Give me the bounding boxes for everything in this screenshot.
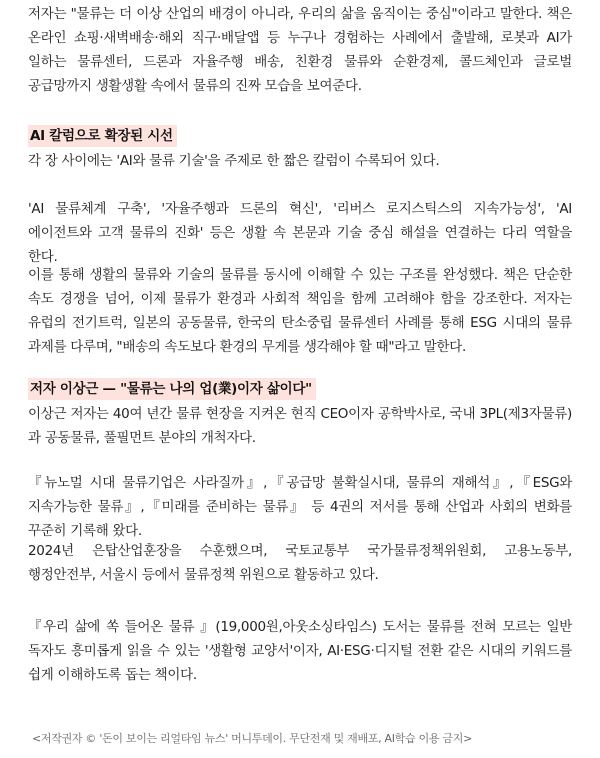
ai-column-intro-paragraph: 각 장 사이에는 'AI와 물류 기술'을 주제로 한 짧은 칼럼이 수록되어 있다. [28,153,440,169]
intro-paragraph: 저자는 "물류는 더 이상 산업의 배경이 아니라, 우리의 삶을 움직이는 중심"이라고 말한다. 책은 온라인 쇼핑·새벽배송·해외 직구·배달앱 등 누구나 경험하는 사례에서 출발해, 로봇과 AI가 일하는 물류센터, 드론과 자율주행 배송, 친환경 물류와 순환경제, 콜드체인과 글로벌 공급망까지 생활생활 속에서 물류의 진짜 모습을 보여준다. [28,6,572,94]
section-heading-author [28,378,572,400]
section-heading-ai-column [28,125,572,147]
section-heading-text: AI 칼럼으로 확장된 시선 [28,125,177,147]
author-books-paragraph: 『뉴노멀 시대 물류기업은 사라질까』,『공급망 불확실시대, 물류의 재해석』,『ESG와 지속가능한 물류』,『미래를 준비하는 물류』 등 4권의 저서를 통해 산업과 사회의 변화를 꾸준히 기록해 왔다. [28,475,572,539]
book-summary-paragraph: 『우리 삶에 쏙 들어온 물류 』(19,000원,아웃소싱타임스) 도서는 물류를 전혀 모르는 일반 독자도 흥미롭게 읽을 수 있는 '생활형 교양서'이자, AI·ESG·디지털 전환 같은 시대의 키워드를 쉽게 이해하도록 돕는 책이다. [28,619,572,683]
author-bio-paragraph: 이상근 저자는 40여 년간 물류 현장을 지켜온 현직 CEO이자 공학박사로, 국내 3PL(제3자물류)과 공동물류, 풀필먼트 분야의 개척자다. [28,406,572,446]
copyright-notice: <저작권자 © '돈이 보이는 리얼타임 뉴스' 머니투데이. 무단전재 및 재배포, AI학습 이용 금지> [32,732,472,745]
structure-paragraph: 이를 통해 생활의 물류와 기술의 물류를 동시에 이해할 수 있는 구조를 완성했다. 책은 단순한 속도 경쟁을 넘어, 이제 물류가 환경과 사회적 책임을 함께 고려해야 함을 강조한다. 저자는 유럽의 전기트럭, 일본의 공동물류, 한국의 탄소중립 물류센터 사례를 통해 ESG 시대의 물류 과제를 다루며, "배송의 속도보다 환경의 무게를 생각해야 할 때"라고 말한다. [28,267,572,355]
author-activities-paragraph: 2024년 은탑산업훈장을 수훈했으며, 국토교통부 국가물류정책위원회, 고용노동부, 행정안전부, 서울시 등에서 물류정책 위원으로 활동하고 있다. [28,543,572,583]
ai-column-topics-paragraph: 'AI 물류체계 구축', '자율주행과 드론의 혁신', '리버스 로지스틱스의 지속가능성', 'AI 에이전트와 고객 물류의 진화' 등은 생활 속 본문과 기술 중심 해설을 연결하는 다리 역할을 한다. [28,201,572,265]
section-heading-text: 저자 이상근 — "물류는 나의 업(業)이자 삶이다" [28,378,316,400]
